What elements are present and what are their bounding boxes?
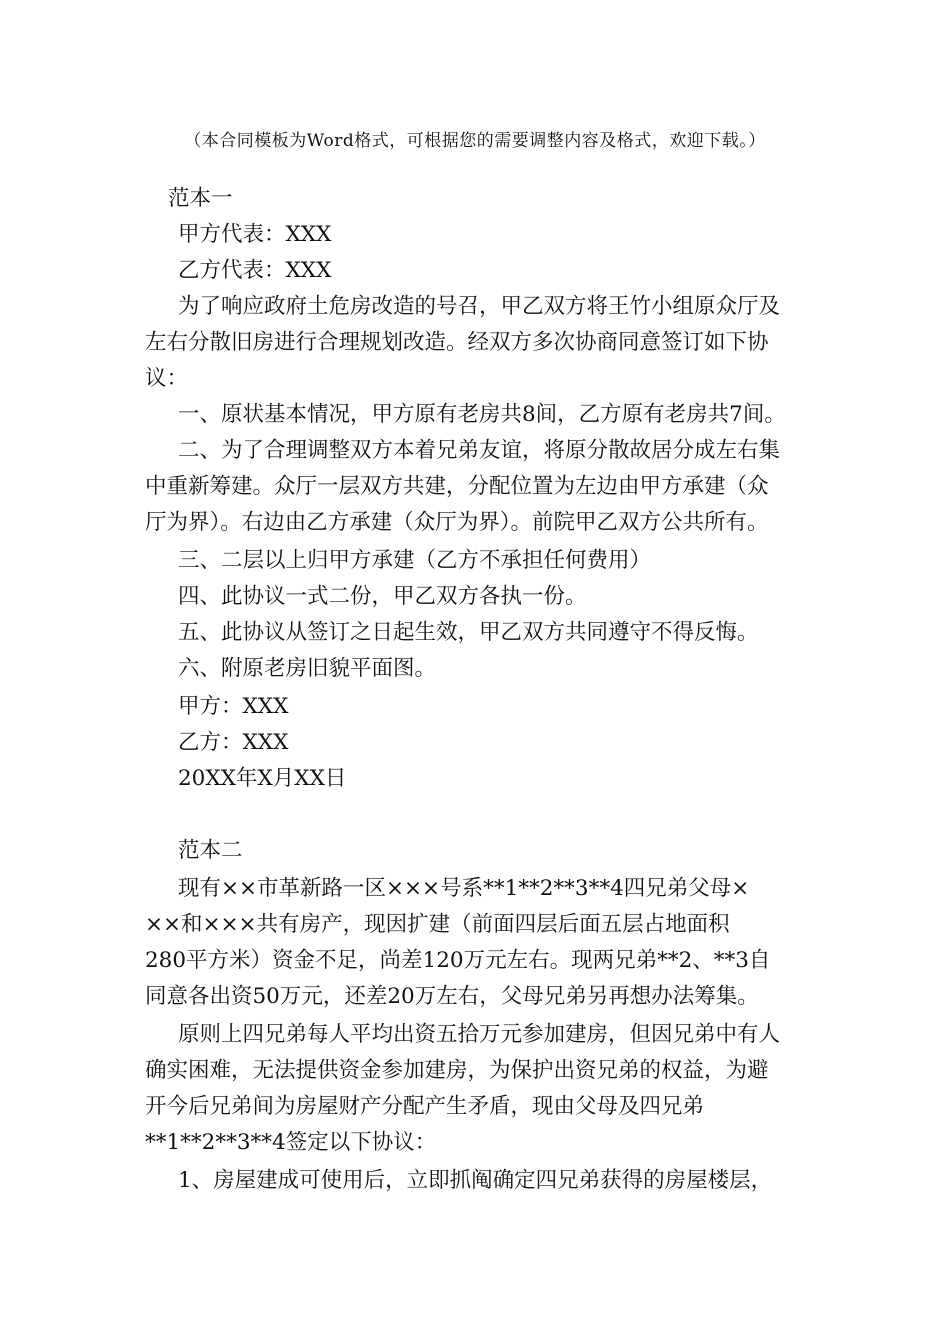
clause-line: 厅为界）。右边由乙方承建（众厅为界）。前院甲乙双方公共所有。 xyxy=(145,510,769,535)
clause-line: 中重新筹建。众厅一层双方共建，分配位置为左边由甲方承建（众 xyxy=(145,474,769,499)
paragraph-line: 现有××市革新路一区×××号系**1**2**3**4四兄弟父母× xyxy=(178,876,750,901)
paragraph-line: 确实困难，无法提供资金参加建房，为保护出资兄弟的权益，为避 xyxy=(145,1058,769,1083)
clause-line: 六、附原老房旧貌平面图。 xyxy=(178,656,437,681)
clause-line: 三、二层以上归甲方承建（乙方不承担任何费用） xyxy=(178,548,652,573)
clause-line: 四、此协议一式二份，甲乙双方各执一份。 xyxy=(178,584,587,609)
paragraph-line: 议： xyxy=(145,366,189,391)
paragraph-line: 为了响应政府土危房改造的号召，甲乙双方将王竹小组原众厅及 xyxy=(178,294,781,319)
clause-line: 一、原状基本情况，甲方原有老房共8间，乙方原有老房共7间。 xyxy=(178,402,786,427)
party-b-representative: 乙方代表：XXX xyxy=(178,258,332,283)
paragraph-line: **1**2**3**4签定以下协议： xyxy=(145,1130,437,1155)
signature-party-b: 乙方：XXX xyxy=(178,730,289,755)
sample2-heading: 范本二 xyxy=(178,838,243,863)
party-a-representative: 甲方代表：XXX xyxy=(178,222,332,247)
signature-party-a: 甲方：XXX xyxy=(178,694,289,719)
paragraph-line: 左右分散旧房进行合理规划改造。经双方多次协商同意签订如下协 xyxy=(145,330,769,355)
paragraph-line: 开今后兄弟间为房屋财产分配产生矛盾，现由父母及四兄弟 xyxy=(145,1094,705,1119)
clause-line: 1、房屋建成可使用后，立即抓阄确定四兄弟获得的房屋楼层， xyxy=(178,1168,773,1193)
paragraph-line: 同意各出资50万元，还差20万左右，父母兄弟另再想办法筹集。 xyxy=(145,984,759,1009)
signature-date: 20XX年X月XX日 xyxy=(178,766,347,791)
sample1-heading: 范本一 xyxy=(168,186,233,211)
paragraph-line: ××和×××共有房产，现因扩建（前面四层后面五层占地面积 xyxy=(145,912,730,937)
template-note: （本合同模板为Word格式，可根据您的需要调整内容及格式，欢迎下载。） xyxy=(184,131,766,151)
clause-line: 二、为了合理调整双方本着兄弟友谊，将原分散故居分成左右集 xyxy=(178,438,781,463)
paragraph-line: 原则上四兄弟每人平均出资五拾万元参加建房，但因兄弟中有人 xyxy=(178,1022,781,1047)
paragraph-line: 280平方米）资金不足，尚差120万元左右。现两兄弟**2、**3自 xyxy=(145,948,771,973)
clause-line: 五、此协议从签订之日起生效，甲乙双方共同遵守不得反悔。 xyxy=(178,620,759,645)
